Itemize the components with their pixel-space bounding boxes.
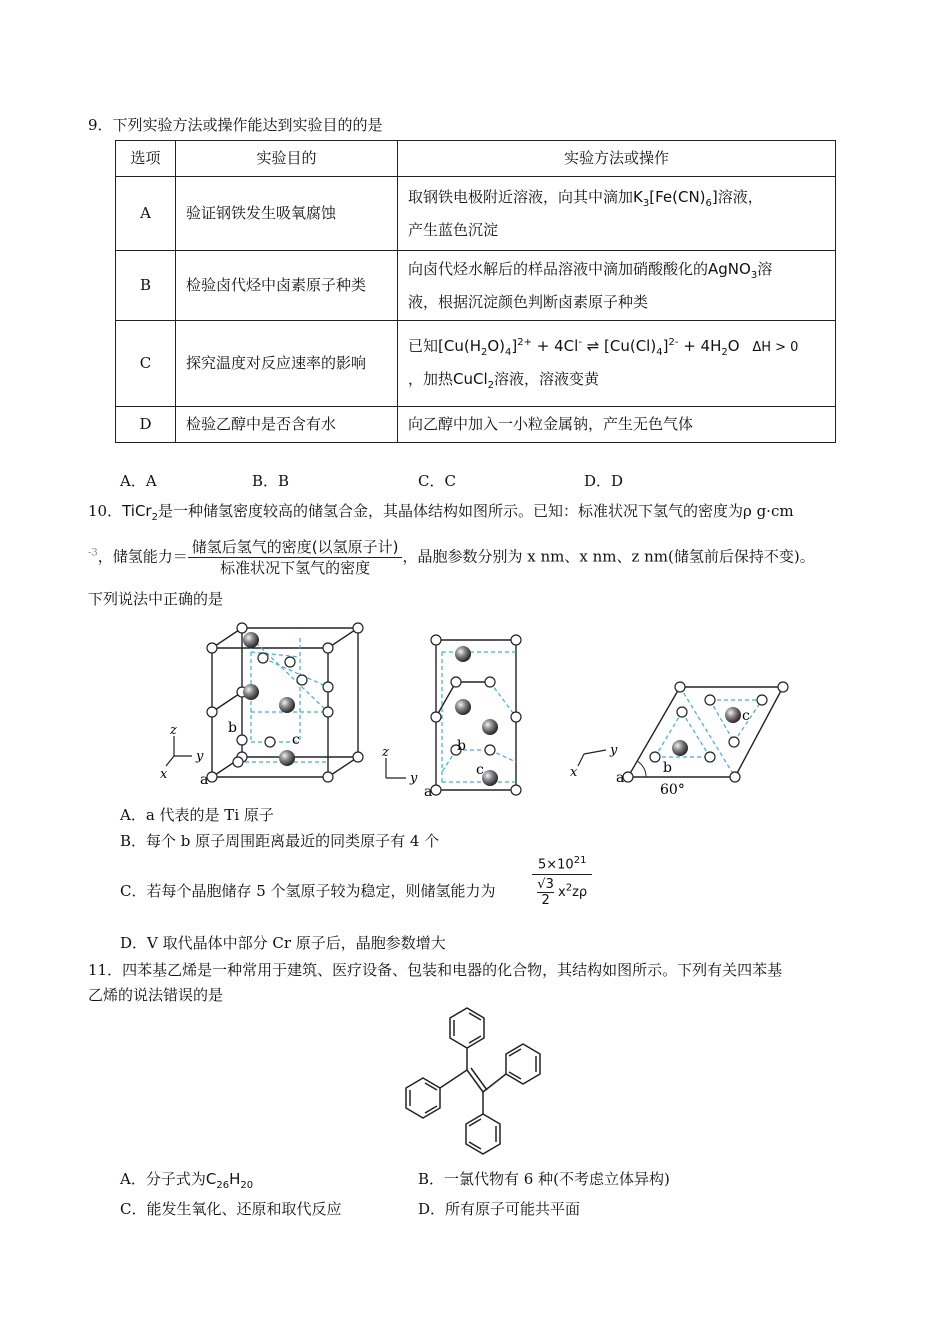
q10-stem-line1: 10．TiCr$_2$是一种储氢密度较高的储氢合金，其晶体结构如图所示。已知：标准状况下氢气的密度为ρ g·cm [88,502,794,523]
storage-capacity-fraction: $\frac{\text{储氢后氢气的密度(以氢原子计)}}{\text{标准状况下氢气的密度}}$ [188,537,403,578]
svg-text:y: y [410,771,418,786]
row-method: 已知$[Cu(H_2O)_4]^{2+} + 4Cl^-$ ⇌ $[Cu(Cl)_4]^{2-} + 4H_2O$ ΔH > 0 ，加热CuCl$_2$溶液，溶液变黄 [398,321,836,407]
row-option: D [116,407,176,443]
unit-cell-figure-3 [570,682,788,798]
axes-icon-1 [166,736,192,766]
header-option: 选项 [116,141,176,177]
q10-choice-d: D．V 取代晶体中部分 Cr 原子后，晶胞参数增大 [120,934,446,952]
label-angle: 60° [660,782,685,798]
q9-stem: 9．下列实验方法或操作能达到实验目的的是 [88,116,383,134]
row-option: C [116,321,176,407]
table-row [116,177,836,251]
axes-icon-3 [578,750,606,766]
label-b-3: b [663,760,672,776]
q11-choice-d: D．所有原子可能共平面 [418,1200,581,1218]
unit-cell-figure-2 [381,635,521,800]
q11-choice-b: B．一氯代物有 6 种(不考虑立体异构) [418,1170,670,1188]
row-method: 向乙醇中加入一小粒金属钠，产生无色气体 [398,407,836,443]
row-option: B [116,251,176,321]
enthalpy-sign: ΔH > 0 [752,339,799,355]
formula-c26h20: $C_{26}H_{20}$ [205,1170,254,1191]
svg-text:y: y [196,749,204,764]
label-a-1: a [200,772,209,788]
row-option: A [116,177,176,251]
header-goal: 实验目的 [176,141,398,177]
q9-choice-c: C．C [418,472,456,490]
formula-ticr2: TiCr$_2$ [122,502,158,523]
svg-text:z: z [382,745,389,760]
svg-text:x: x [160,767,168,782]
q11-choice-a: A．分子式为$C_{26}H_{20}$ [120,1170,254,1191]
axes-icon-2 [386,758,406,778]
capacity-formula: $5\times 10^{21}$ $\frac{√3}{2}$ $x^2z\rho$ [532,855,592,908]
q9-table [115,140,836,443]
table-row [116,321,836,407]
q10-choice-c: C．若每个晶胞储存 5 个氢原子较为稳定，则储氢能力为 [120,882,496,900]
label-c-2: c [476,762,484,778]
formula-cucl2: CuCl$_2$ [453,369,495,391]
q11-choice-c: C．能发生氧化、还原和取代反应 [120,1200,342,1218]
equilibrium-equation: $[Cu(H_2O)_4]^{2+} + 4Cl^-$ ⇌ $[Cu(Cl)_4]^{2-} + 4H_2O$ [438,336,740,358]
svg-text:x: x [570,765,578,780]
row-goal: 检验乙醇中是否含有水 [176,407,398,443]
label-a-2: a [424,784,433,800]
tetraphenylethylene-structure [395,1004,555,1160]
q10-choice-b: B．每个 b 原子周围距离最近的同类原子有 4 个 [120,832,440,850]
crystal-structure-figure [150,612,850,807]
q10-stem-line3: 下列说法中正确的是 [88,590,224,608]
label-c-1: c [292,732,300,748]
q11-stem-line1: 11．四苯基乙烯是一种常用于建筑、医疗设备、包装和电器的化合物，其结构如图所示。下列有关四苯基 [88,961,783,979]
unit-cell-figure-1 [160,623,363,788]
q10-choice-a: A．a 代表的是 Ti 原子 [120,806,274,824]
label-b-1: b [228,720,237,736]
table-row [116,251,836,321]
svg-text:z: z [170,723,177,738]
q9-choice-b: B．B [252,472,290,490]
row-method: 向卤代烃水解后的样品溶液中滴加硝酸酸化的AgNO$_3$溶 液，根据沉淀颜色判断卤素原子种类 [398,251,836,321]
label-b-2: b [457,738,466,754]
q9-choice-a: A．A [120,472,157,490]
row-goal: 验证钢铁发生吸氧腐蚀 [176,177,398,251]
formula-agno3: AgNO$_3$ [708,259,758,281]
label-a-3: a [616,770,625,786]
row-goal: 检验卤代烃中卤素原子种类 [176,251,398,321]
q9-choice-d: D．D [584,472,624,490]
formula-k3fecn6: $K_3[Fe(CN)_6]$ [633,187,718,209]
table-row [116,407,836,443]
header-method: 实验方法或操作 [398,141,836,177]
svg-text:y: y [610,743,618,758]
label-c-3: c [742,708,750,724]
q10-stem-line2: $^{-3}$，储氢能力＝ $\frac{\text{储氢后氢气的密度(以氢原子计)}}{\text{标准状况下氢气的密度}}$ ，晶胞参数分别为 x nm、x nm、z nm(储氢前后保持不变)。 [88,538,815,577]
row-method: 取钢铁电极附近溶液，向其中滴加$K_3[Fe(CN)_6]$溶液， 产生蓝色沉淀 [398,177,836,251]
q11-stem-line2: 乙烯的说法错误的是 [88,986,224,1004]
row-goal: 探究温度对反应速率的影响 [176,321,398,407]
unit-exponent: -3 [88,547,98,559]
